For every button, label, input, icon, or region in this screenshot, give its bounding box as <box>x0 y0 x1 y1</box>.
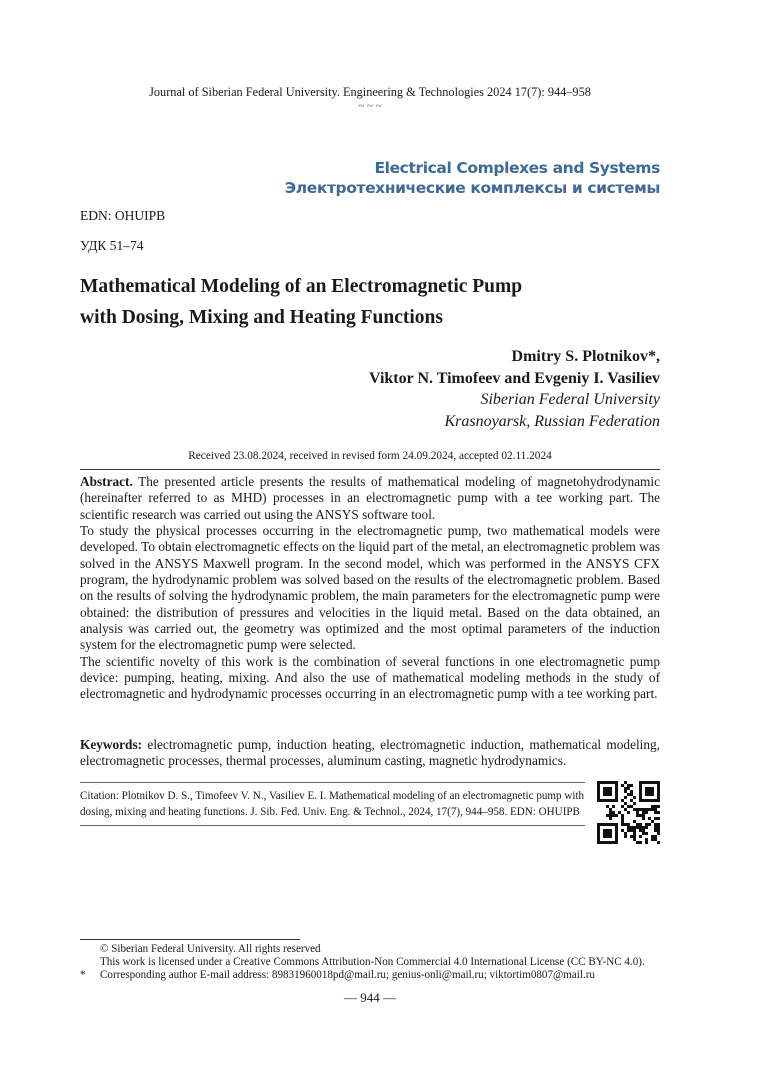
affiliation-line-2: Krasnoyarsk, Russian Federation <box>444 412 660 430</box>
qr-code[interactable] <box>597 780 660 845</box>
abstract <box>80 474 660 703</box>
authors-block <box>369 346 660 432</box>
affiliation-line-1: Siberian Federal University <box>480 391 660 408</box>
footnote-star: * <box>80 969 86 981</box>
abstract-p3: The scientific novelty of this work is the combination of several functions in one electromagnetic pump device: pumping, heating, mixing. And also the use of mathematical modeling methods in the study of electromagnetic and hydrodynamic processes occurring in an electromagnetic pump with a tee working part. <box>80 653 660 702</box>
keywords <box>80 737 660 770</box>
abstract-label: Abstract. <box>80 474 133 489</box>
header-ornament: ~ ~ ~ <box>358 100 382 112</box>
section-title-ru: Электротехнические комплексы и системы <box>284 179 660 197</box>
title-line-2: with Dosing, Mixing and Heating Functions <box>80 307 443 328</box>
footnote-license <box>80 956 645 970</box>
footnote-divider <box>80 939 300 940</box>
section-title-en: Electrical Complexes and Systems <box>374 159 660 177</box>
copyright-text: © Siberian Federal University. All rights reserved <box>100 943 321 955</box>
keywords-label: Keywords: <box>80 737 143 752</box>
edn: EDN: OHUIPB <box>80 208 166 223</box>
footnote-corresponding <box>80 969 595 983</box>
keywords-text: electromagnetic pump, induction heating, electromagnetic induction, mathematical modeling, electromagnetic processes, thermal processes, aluminum casting, magnetic hydrodynamics. <box>80 737 660 769</box>
page-number: — 944 — <box>344 990 396 1005</box>
divider <box>80 469 660 470</box>
udk: УДК 51–74 <box>80 238 144 253</box>
article-title <box>80 271 522 333</box>
title-line-1: Mathematical Modeling of an Electromagnetic Pump <box>80 276 523 297</box>
citation: Citation: Plotnikov D. S., Timofeev V. N., Vasiliev E. I. Mathematical modeling of an electromagnetic pump with dosing, mixing and heating functions. J. Sib. Fed. Univ. Eng. & Technol., 2024, 17(7), 944–958. EDN: OHUIPB <box>80 782 585 826</box>
authors-line-2: Viktor N. Timofeev and Evgeniy I. Vasiliev <box>369 369 660 387</box>
received-dates: Received 23.08.2024, received in revised form 24.09.2024, accepted 02.11.2024 <box>188 450 552 462</box>
footnote-copyright <box>80 943 321 957</box>
abstract-p2: To study the physical processes occurring in the electromagnetic pump, two mathematical models were developed. To obtain electromagnetic effects on the liquid part of the metal, an electromagnetic problem was solved in the ANSYS Maxwell program. In the second model, which was performed in the ANSYS CFX program, the hydrodynamic problem was solved based on the results of the electromagnetic problem. Based on the results of solving the hydrodynamic problem, the main parameters for the electromagnetic pump were obtained: the distribution of pressures and velocities in the liquid metal. Based on the data obtained, an analysis was carried out, the geometry was optimized and the most optimal parameters of the induction system for the electromagnetic pump were selected. <box>80 523 660 653</box>
authors-line-1: Dmitry S. Plotnikov*, <box>511 348 660 365</box>
journal-header: Journal of Siberian Federal University. Engineering & Technologies 2024 17(7): 944–958 <box>149 85 591 99</box>
license-text: This work is licensed under a Creative Commons Attribution-Non Commercial 4.0 International License (CC BY-NC 4.0). <box>100 956 645 968</box>
corresponding-text: Corresponding author E-mail address: 89831960018pd@mail.ru; genius-onli@mail.ru; viktortim0807@mail.ru <box>100 969 595 981</box>
abstract-p1: The presented article presents the results of mathematical modeling of magnetohydrodynamic (hereinafter referred to as MHD) processes in an electromagnetic pump with a tee working part. The scientific research was carried out using the ANSYS software tool. <box>80 474 660 522</box>
